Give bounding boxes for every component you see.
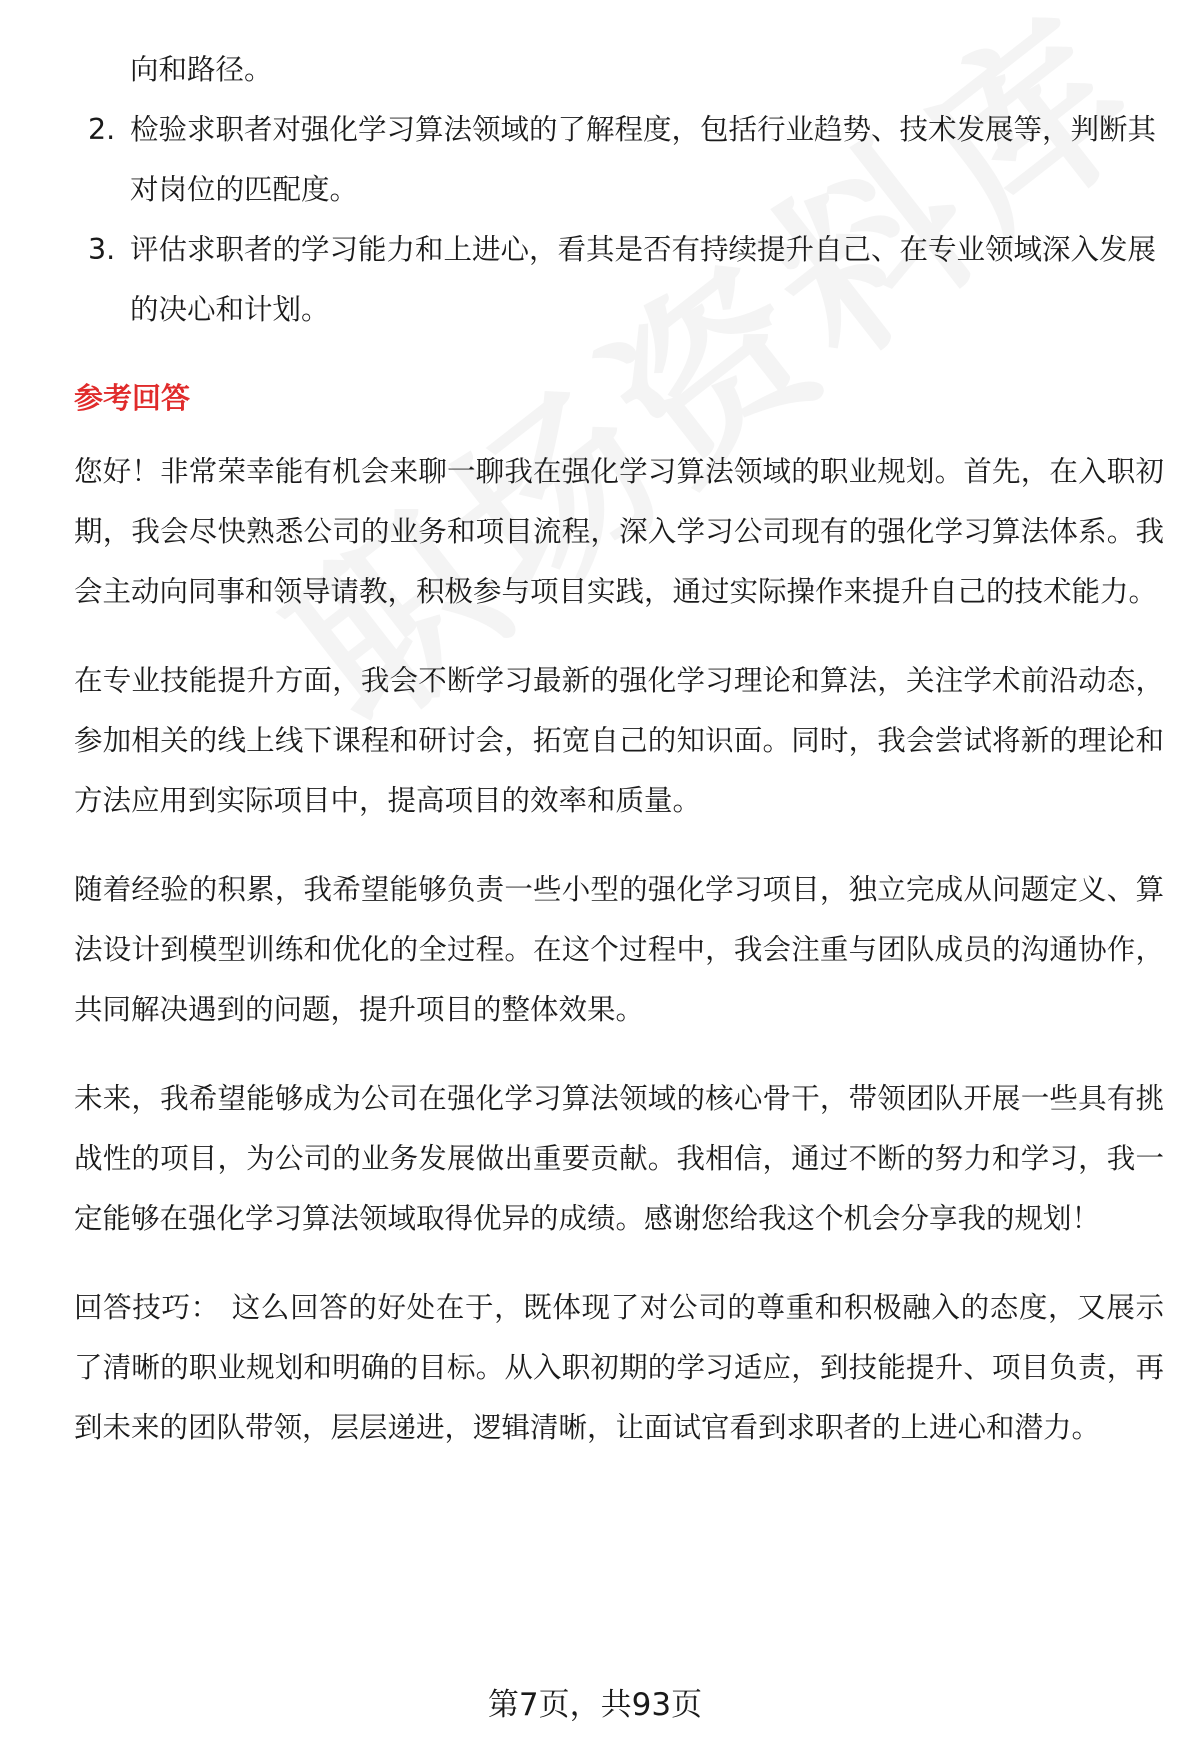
- answer-paragraph-4: 未来，我希望能够成为公司在强化学习算法领域的核心骨干，带领团队开展一些具有挑战性的项目，为公司的业务发展做出重要贡献。我相信，通过不断的努力和学习，我一定能够在强化学习算法领域取得优异的成绩。感谢您给我这个机会分享我的规划！: [74, 1082, 1164, 1235]
- page-number-footer: 第7页，共93页: [487, 1687, 703, 1723]
- list-item-number: 3.: [88, 233, 116, 266]
- answer-paragraph-3: 随着经验的积累，我希望能够负责一些小型的强化学习项目，独立完成从问题定义、算法设计到模型训练和优化的全过程。在这个过程中，我会注重与团队成员的沟通协作，共同解决遇到的问题，提升项目的整体效果。: [74, 873, 1164, 1026]
- answer-tip-text: 这么回答的好处在于，既体现了对公司的尊重和积极融入的态度，又展示了清晰的职业规划和明确的目标。从入职初期的学习适应，到技能提升、项目负责，再到未来的团队带领，层层递进，逻辑清晰，让面试官看到求职者的上进心和潜力。: [74, 1291, 1164, 1444]
- answer-paragraph-2: 在专业技能提升方面，我会不断学习最新的强化学习理论和算法，关注学术前沿动态，参加相关的线上线下课程和研讨会，拓宽自己的知识面。同时，我会尝试将新的理论和方法应用到实际项目中，提高项目的效率和质量。: [74, 664, 1164, 817]
- answer-paragraph-1: 您好！非常荣幸能有机会来聊一聊我在强化学习算法领域的职业规划。首先，在入职初期，我会尽快熟悉公司的业务和项目流程，深入学习公司现有的强化学习算法体系。我会主动向同事和领导请教，积极参与项目实践，通过实际操作来提升自己的技术能力。: [74, 455, 1164, 608]
- list-item-text: 检验求职者对强化学习算法领域的了解程度，包括行业趋势、技术发展等，判断其对岗位的匹配度。: [130, 113, 1157, 206]
- list-item-continuation: 向和路径。: [130, 53, 273, 86]
- answer-tip-label: 回答技巧：: [74, 1291, 220, 1324]
- page-content: [74, 40, 1164, 1487]
- answer-tip-paragraph: [74, 1278, 1164, 1458]
- evaluation-points-list: [74, 100, 1164, 340]
- list-item-number: 2.: [88, 113, 116, 146]
- reference-answer-heading: 参考回答: [74, 381, 191, 415]
- list-item: [74, 220, 1164, 340]
- list-item-text: 评估求职者的学习能力和上进心，看其是否有持续提升自己、在专业领域深入发展的决心和计划。: [130, 233, 1157, 326]
- list-item: [74, 100, 1164, 220]
